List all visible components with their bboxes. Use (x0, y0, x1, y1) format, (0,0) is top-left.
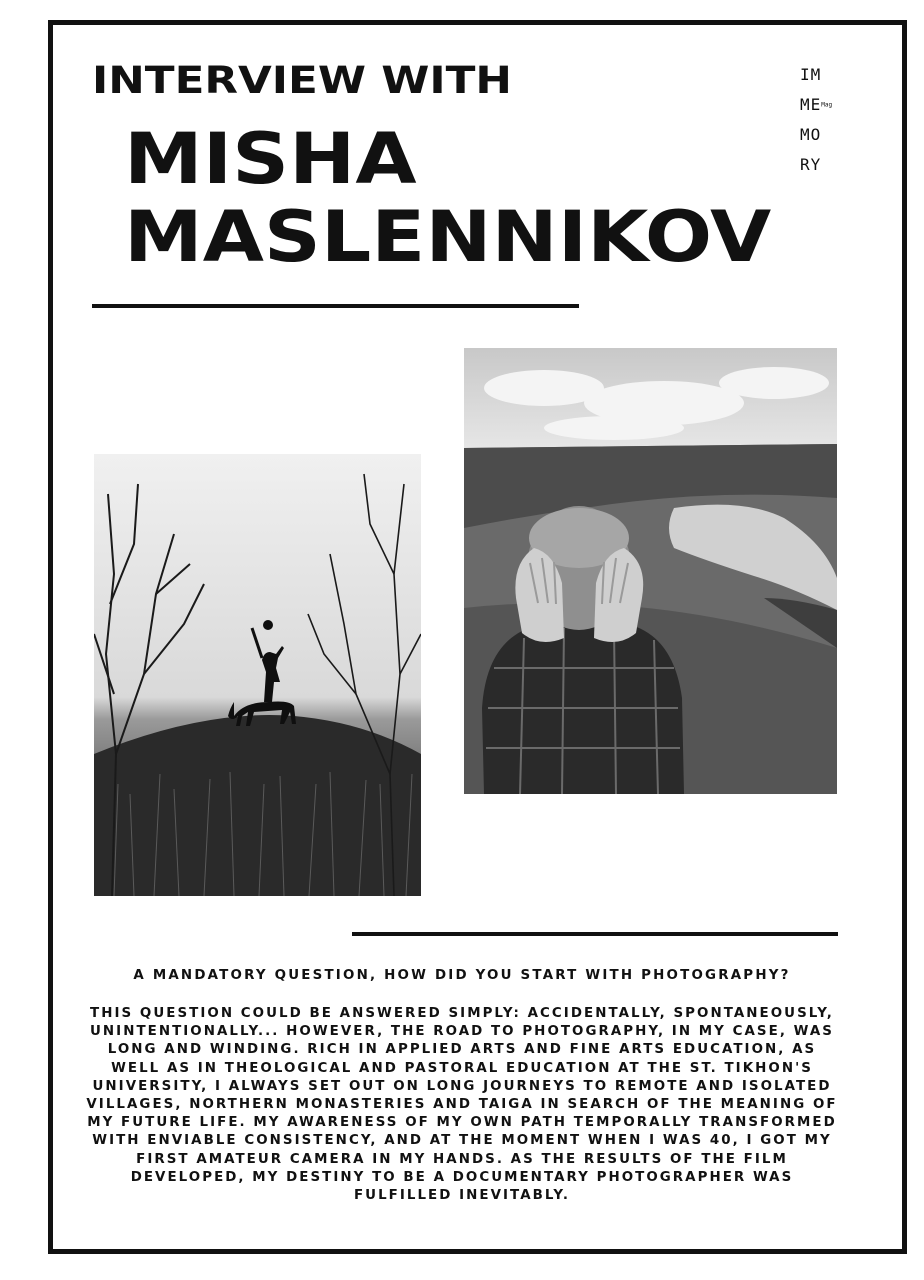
magazine-logo (800, 60, 856, 180)
section-divider (352, 932, 838, 936)
logo-line-1: IM (800, 65, 822, 84)
logo-line-2 (800, 90, 856, 120)
logo-mag-label: Mag (821, 101, 833, 109)
page-title (124, 120, 771, 276)
title-first-name: MISHA (124, 118, 417, 200)
interview-question: A MANDATORY QUESTION, HOW DID YOU START WITH PHOTOGRAPHY? (133, 968, 791, 983)
title-divider (92, 304, 579, 308)
boy-river-illustration (464, 348, 837, 794)
interview-answer: THIS QUESTION COULD BE ANSWERED SIMPLY: ACCIDENTALLY, SPONTANEOUSLY, UNINTENTIONALLY... HOWEVER, THE ROAD TO PHOTOGRAPHY, IN MY CASE, WAS LONG AND WINDING. RICH IN APPLIED ARTS AND FINE ARTS EDUCATION, AS WELL AS IN THEOLOGICAL AND PASTORAL EDUCATION AT THE ST. TIKHON'S UNIVERSITY, I ALWAYS SET OUT ON LONG JOURNEYS TO REMOTE AND ISOLATED VILLAGES, NORTHERN MONASTERIES AND TAIGA IN SEARCH OF THE MEANING OF MY FUTURE LIFE. MY AWARENESS OF MY OWN PATH TEMPORALLY TRANSFORMED WITH ENVIABLE CONSISTENCY, AND AT THE MOMENT WHEN I WAS 40, I GOT MY FIRST AMATEUR CAMERA IN MY HANDS. AS THE RESULTS OF THE FILM DEVELOPED, MY DESTINY TO BE A DOCUMENTARY PHOTOGRAPHER WAS FULFILLED INEVITABLY. (86, 1006, 838, 1204)
horse-rider-illustration (94, 454, 421, 896)
logo-line-2-text: ME (800, 95, 822, 114)
logo-line-4: RY (800, 155, 822, 174)
photo-horse-rider (94, 454, 421, 896)
logo-line-3: MO (800, 125, 822, 144)
photo-boy-river (464, 348, 837, 794)
header-kicker: INTERVIEW WITH (92, 59, 512, 102)
title-last-name: MASLENNIKOV (124, 196, 772, 278)
